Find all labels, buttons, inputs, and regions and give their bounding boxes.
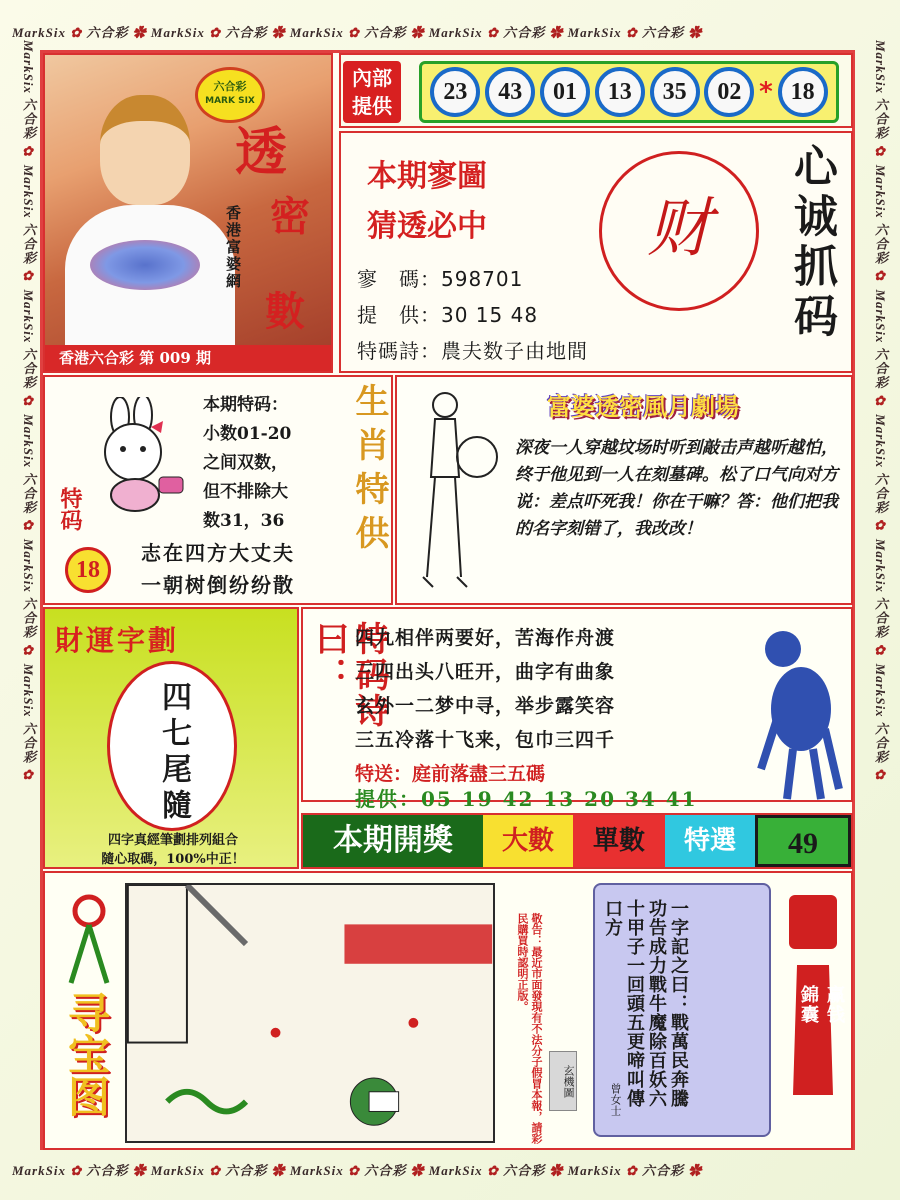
- code-value: 598701: [441, 267, 524, 291]
- mystery-subtitle: 猜透必中: [367, 209, 487, 244]
- poem-label: 特碼詩：: [357, 339, 441, 363]
- title-char-3: 數: [265, 288, 305, 335]
- brand-cn: 六合彩: [21, 347, 36, 390]
- treasure-panel: [43, 871, 853, 1150]
- border-right-strip: [858, 40, 890, 1160]
- flower-icon: ✿: [625, 25, 638, 40]
- photo-panel: [43, 53, 333, 373]
- brand-cn: 六合彩: [21, 721, 36, 764]
- flower-icon: ✿: [873, 393, 888, 410]
- flower-icon: ✿: [688, 1163, 703, 1178]
- slogan: 心诚抓码: [786, 143, 837, 343]
- flower-icon: ✿: [70, 1163, 83, 1178]
- mystery-provide-row: [357, 299, 538, 328]
- flower-icon: ✿: [348, 25, 360, 40]
- brand-cn: 六合彩: [873, 597, 888, 640]
- brand-cn: 六合彩: [873, 98, 888, 141]
- number-ball: 13: [595, 67, 645, 117]
- draw-result-bar: [301, 813, 853, 869]
- brand-cn: 六合彩: [364, 25, 407, 40]
- zodiac-line: 数31，36: [203, 511, 285, 531]
- fortune-title: 財運字劃: [55, 624, 180, 657]
- jinnang-text: 錦囊: [798, 985, 819, 1025]
- special-separator: *: [759, 77, 773, 107]
- draw-number: 49: [755, 815, 851, 867]
- logo-cn: 六合彩: [213, 80, 247, 93]
- poem-label: 特码诗曰：: [309, 621, 389, 729]
- brand-cn: 六合彩: [503, 1163, 546, 1178]
- poem-gift: 特送：庭前落盡三五碼: [355, 763, 546, 785]
- brand-cn: 六合彩: [21, 98, 36, 141]
- brand-cn: 六合彩: [873, 222, 888, 265]
- brand-en: MarkSix: [873, 289, 888, 344]
- number-ball: 23: [430, 67, 480, 117]
- site-name: 香港富婆網: [224, 205, 242, 290]
- number-ball: 02: [704, 67, 754, 117]
- draw-numbers-panel: [339, 53, 853, 128]
- brand-en: MarkSix: [428, 25, 483, 40]
- mystery-code-row: [357, 263, 523, 292]
- draw-special: 特選: [665, 815, 755, 867]
- brand-cn: 六合彩: [873, 347, 888, 390]
- brand-cn: 六合彩: [364, 1163, 407, 1178]
- flower-icon: ✿: [410, 1163, 425, 1178]
- logo-en: MARK SIX: [205, 96, 255, 106]
- monkey-icon: [743, 619, 853, 804]
- brand-en: MarkSix: [21, 40, 36, 94]
- story-panel: [395, 375, 853, 605]
- brand-en: MarkSix: [12, 25, 66, 40]
- zodiac-verse-1: 志在四方大丈夫: [141, 541, 295, 565]
- brand-cn: 六合彩: [873, 721, 888, 764]
- mystery-stamp: 财: [599, 151, 759, 311]
- brand-en: MarkSix: [289, 1163, 344, 1178]
- brand-cn: 六合彩: [642, 25, 685, 40]
- key-icon: [61, 893, 117, 993]
- flower-icon: ✿: [486, 25, 499, 40]
- brand-en: MarkSix: [12, 1163, 66, 1178]
- brand-cn: 六合彩: [225, 1163, 268, 1178]
- brand-cn: 六合彩: [21, 222, 36, 265]
- treasure-title: 寻宝图: [62, 991, 111, 1117]
- flower-icon: ✿: [132, 1163, 147, 1178]
- flower-icon: ✿: [21, 393, 36, 410]
- zodiac-line: 但不排除大: [203, 482, 288, 502]
- flower-icon: ✿: [348, 1163, 360, 1178]
- tema-label: 特码: [57, 487, 83, 531]
- fortune-footer-line: 隨心取碼，100%中正！: [101, 852, 245, 867]
- brand-en: MarkSix: [567, 1163, 622, 1178]
- draw-label: 本期開獎: [303, 815, 483, 867]
- tema-badge: 18: [65, 547, 111, 593]
- poster-content: [40, 50, 855, 1150]
- story-title: 富婆透密風月劇場: [547, 392, 739, 421]
- flower-icon: ✿: [549, 1163, 564, 1178]
- brand-en: MarkSix: [21, 663, 36, 718]
- brand-cn: 六合彩: [503, 25, 546, 40]
- poem-line: 四九相伴两要好，苦海作舟渡: [355, 627, 616, 649]
- brand-en: MarkSix: [150, 1163, 205, 1178]
- brand-cn: 六合彩: [873, 472, 888, 515]
- flower-icon: ✿: [271, 1163, 286, 1178]
- scroll-text: 一字記之曰：戰萬民奔騰功告成力戰牛魔除百妖六十甲子一回頭五更啼叫傳口方: [602, 899, 689, 1108]
- poem-provide: 提供：05 19 42 13 20 34 41: [355, 787, 698, 811]
- brand-en: MarkSix: [150, 25, 205, 40]
- number-balls: [419, 61, 839, 123]
- flower-icon: ✿: [873, 144, 888, 161]
- number-ball: 01: [540, 67, 590, 117]
- special-number-ball: 18: [778, 67, 828, 117]
- zodiac-line: 本期特码：: [203, 395, 288, 415]
- poem-line: 三四出头八旺开，曲字有曲象: [355, 661, 616, 683]
- flower-icon: ✿: [873, 269, 888, 286]
- fortune-panel: [43, 607, 299, 869]
- flower-icon: ✿: [486, 1163, 499, 1178]
- provide-label: 提 供：: [357, 303, 441, 327]
- number-ball: 35: [650, 67, 700, 117]
- model-shirt-print: [90, 240, 200, 290]
- zodiac-side-title: 生肖特供: [349, 383, 389, 559]
- brand-cn: 六合彩: [86, 1163, 129, 1178]
- code-label: 寥 碼：: [357, 267, 441, 291]
- number-ball: 43: [485, 67, 535, 117]
- flower-icon: ✿: [873, 518, 888, 535]
- brand-en: MarkSix: [289, 25, 344, 40]
- brand-en: MarkSix: [873, 414, 888, 469]
- flower-icon: ✿: [21, 643, 36, 660]
- border-left-strip: [6, 40, 38, 1160]
- mystery-title: 本期寥圖: [367, 159, 487, 194]
- brand-en: MarkSix: [873, 663, 888, 718]
- brand-en: MarkSix: [21, 164, 36, 219]
- brand-cn: 六合彩: [642, 1163, 685, 1178]
- draw-odd: 單數: [573, 815, 665, 867]
- brand-cn: 六合彩: [21, 472, 36, 515]
- brand-cn: 六合彩: [86, 25, 129, 40]
- yingqian-text: 赢钱: [824, 985, 845, 1025]
- brand-en: MarkSix: [21, 538, 36, 593]
- poem-value: 農夫数子由地間: [441, 339, 588, 363]
- title-char-1: 透: [235, 122, 288, 183]
- flower-icon: ✿: [625, 1163, 638, 1178]
- flower-icon: ✿: [209, 1163, 222, 1178]
- brand-en: MarkSix: [21, 414, 36, 469]
- zodiac-panel: [43, 375, 393, 605]
- border-bottom-strip: [12, 1160, 888, 1179]
- brand-cn: 六合彩: [225, 25, 268, 40]
- brand-en: MarkSix: [873, 538, 888, 593]
- brand-en: MarkSix: [873, 40, 888, 94]
- bunny-icon: [85, 397, 195, 517]
- flower-icon: ✿: [549, 25, 564, 40]
- flower-icon: ✿: [21, 144, 36, 161]
- brand-en: MarkSix: [567, 25, 622, 40]
- provide-value: 30 15 48: [441, 303, 539, 327]
- title-char-2: 密: [270, 193, 310, 240]
- poem-line: 玄外一二梦中寻，举步露笑容: [355, 695, 616, 717]
- model-photo-head: [100, 95, 190, 205]
- warning-notice: 敬告：最近市面發現有不法分子假冒本報，請彩民購買時認明正版。: [516, 913, 543, 1144]
- poem-line: 三五冷落十飞来，包巾三四千: [355, 729, 616, 751]
- period-label: 香港六合彩 第 009 期: [45, 345, 333, 371]
- border-top-strip: [12, 22, 888, 41]
- flower-icon: ✿: [271, 25, 286, 40]
- flower-icon: ✿: [132, 25, 147, 40]
- zodiac-line: 小数01-20: [203, 424, 292, 444]
- brand-cn: 六合彩: [21, 597, 36, 640]
- fortune-footer: [55, 831, 291, 869]
- poem-panel: [301, 607, 853, 811]
- mystery-panel: [339, 131, 853, 373]
- draw-big: 大數: [483, 815, 573, 867]
- flower-icon: ✿: [21, 518, 36, 535]
- flower-icon: ✿: [873, 768, 888, 785]
- xuanji-label: 玄機圖: [549, 1051, 577, 1111]
- treasure-scene-illustration: [125, 883, 495, 1143]
- flower-icon: ✿: [21, 269, 36, 286]
- flower-icon: ✿: [688, 25, 703, 40]
- zodiac-verse-2: 一朝树倒纷纷散: [141, 573, 295, 597]
- flower-icon: ✿: [21, 768, 36, 785]
- mystery-poem-row: [357, 335, 588, 364]
- flower-icon: ✿: [410, 25, 425, 40]
- brand-en: MarkSix: [873, 164, 888, 219]
- flower-icon: ✿: [873, 643, 888, 660]
- flower-icon: ✿: [209, 25, 222, 40]
- story-body: 深夜一人穿越坟场时听到敲击声越听越怕，终于他见到一人在刻墓碑。松了口气向对方说：差点吓死我！你在干嘛？答：他们把我的名字刻错了，我改改！: [515, 438, 838, 539]
- fortune-oval-text: 四七尾隨: [156, 681, 191, 825]
- lady-illustration-icon: [405, 387, 515, 602]
- zodiac-text: [203, 391, 343, 536]
- flower-icon: ✿: [70, 25, 83, 40]
- zodiac-line: 之间双数，: [203, 453, 288, 473]
- scroll-sign: 曾女士: [609, 1083, 622, 1116]
- fortune-footer-line: 四字真經筆劃排列組合: [107, 833, 238, 848]
- inside-label: 內部提供: [343, 61, 401, 123]
- brand-en: MarkSix: [21, 289, 36, 344]
- brand-en: MarkSix: [428, 1163, 483, 1178]
